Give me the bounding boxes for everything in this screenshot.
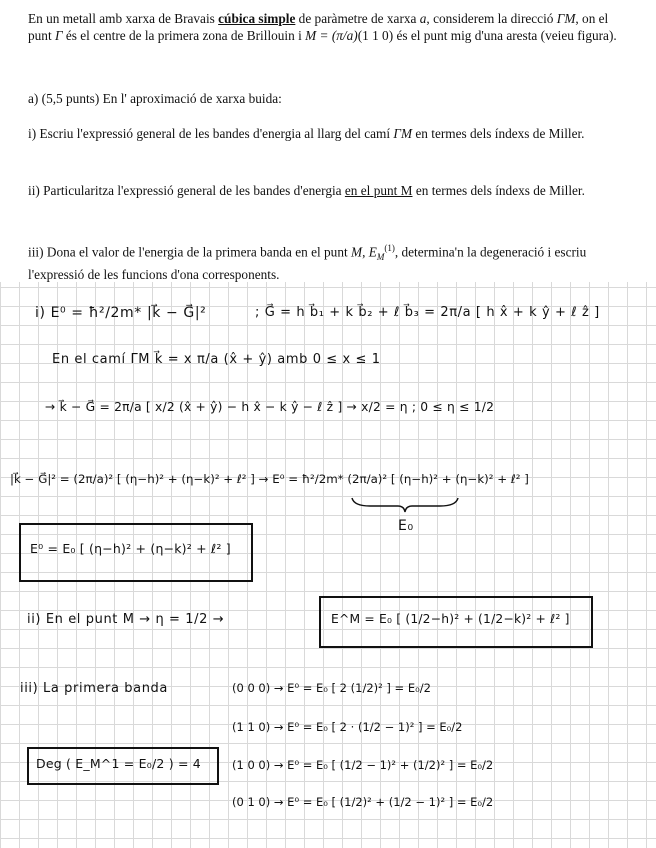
intro-paragraph xyxy=(28,10,628,44)
q2-text-2: en termes dels índexs de Miller. xyxy=(412,183,585,198)
lattice-parameter: a xyxy=(419,11,427,26)
hw-e0-label: E₀ xyxy=(398,518,414,534)
q1-text-1: i) Escriu l'expressió general de les bandes d'energia al llarg del camí xyxy=(28,126,394,141)
q2-underlined: en el punt M xyxy=(344,183,413,198)
result-m-text: E^M = E₀ [ (1/2−h)² + (1/2−k)² + ℓ² ] xyxy=(331,612,570,626)
hw-line-4: |k⃗ − G⃗|² = (2π/a)² [ (η−h)² + (η−k)² + ℓ² ] → E⁰ = ħ²/2m* (2π/a)² [ (η−h)² + (η−k)² + ℓ² ] xyxy=(10,472,529,486)
hw-line-6a: iii) La primera banda xyxy=(20,681,168,696)
printed-problem xyxy=(0,0,656,282)
q3-text-3: , determina'n la degeneració i escriu l'expressió de les funcions d'ona corresponents. xyxy=(28,244,587,283)
hw-line-2: En el camí ΓM k⃗ = x π/a (x̂ + ŷ) amb 0 ≤ x ≤ 1 xyxy=(52,352,381,367)
q2-text-1: ii) Particularitza l'expressió general de les bandes d'energia xyxy=(28,183,345,198)
q3-energy-sub: M xyxy=(376,252,385,263)
result-general-text: E⁰ = E₀ [ (η−h)² + (η−k)² + ℓ² ] xyxy=(30,541,231,556)
q3-energy-sup: (1) xyxy=(384,243,395,253)
intro-text-2: de paràmetre de xarxa xyxy=(295,11,420,26)
hw-line-1a: i) E⁰ = ħ²/2m* |k⃗ − G⃗|² xyxy=(35,305,207,321)
part-a-heading: a) (5,5 punts) En l' aproximació de xarxa buida: xyxy=(28,91,282,106)
q3-text-1: iii) Dona el valor de l'energia de la primera banda en el punt xyxy=(28,244,351,260)
hw-line-6b: (0 0 0) → E⁰ = E₀ [ 2 (1/2)² ] = E₀/2 xyxy=(232,681,431,695)
direction-gm: ΓM xyxy=(556,11,576,26)
hw-line-9: (0 1 0) → E⁰ = E₀ [ (1/2)² + (1/2 − 1)² ] = E₀/2 xyxy=(232,795,494,809)
question-i xyxy=(28,125,628,142)
q3-energy: E xyxy=(368,244,377,260)
gamma-point: Γ xyxy=(54,28,63,43)
q3-text-2: , xyxy=(362,244,369,260)
hw-line-7: (1 1 0) → E⁰ = E₀ [ 2 · (1/2 − 1)² ] = E₀/2 xyxy=(232,720,463,734)
intro-text-4: , on el punt xyxy=(28,11,609,43)
intro-text-6: (1 1 0) és el punt mig d'una aresta (veieu figura). xyxy=(357,28,617,43)
q1-text-2: en termes dels índexs de Miller. xyxy=(412,126,585,141)
hw-line-8: (1 0 0) → E⁰ = E₀ [ (1/2 − 1)² + (1/2)² ] = E₀/2 xyxy=(232,758,494,772)
q3-m: M xyxy=(351,244,363,260)
question-ii xyxy=(28,182,628,199)
hw-line-3: → k⃗ − G⃗ = 2π/a [ x/2 (x̂ + ŷ) − h x̂ − k ŷ − ℓ ẑ ] → x/2 = η ; 0 ≤ η ≤ 1/2 xyxy=(45,400,495,414)
hw-line-5: ii) En el punt M → η = 1/2 → xyxy=(27,612,225,627)
hw-line-1b: ; G⃗ = h b⃗₁ + k b⃗₂ + ℓ b⃗₃ = 2π/a [ h x̂ + k ŷ + ℓ ẑ ] xyxy=(255,305,600,320)
intro-text-3: , considerem la direcció xyxy=(426,11,557,26)
intro-text-1: En un metall amb xarxa de Bravais xyxy=(28,11,219,26)
degeneracy-text: Deg ( E_M^1 = E₀/2 ) = 4 xyxy=(36,756,201,771)
q1-gm: ΓM xyxy=(393,126,413,141)
m-point-eq: M = (π/a) xyxy=(305,28,358,43)
lattice-type: cúbica simple xyxy=(218,11,296,26)
underbrace xyxy=(350,496,460,514)
question-iii xyxy=(28,240,628,283)
intro-text-5: és el centre de la primera zona de Brillouin i xyxy=(62,28,306,43)
